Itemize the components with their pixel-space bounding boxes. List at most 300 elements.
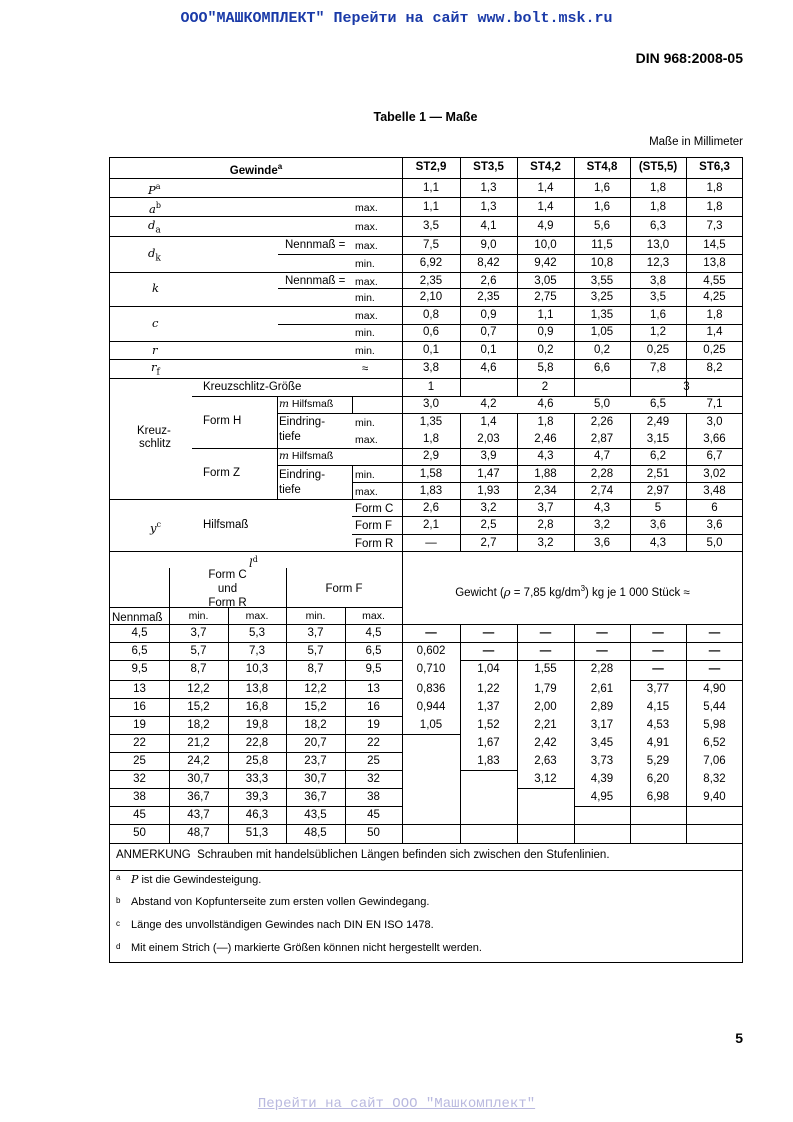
cell-P: 1,4 <box>537 182 554 194</box>
cell-f-max: 50 <box>367 827 380 839</box>
subscript: f <box>156 367 160 378</box>
anmerkung-label: ANMERKUNG <box>116 849 191 861</box>
grid-line <box>110 870 743 871</box>
hilfsmass-text: Hilfsmaß <box>288 450 334 462</box>
cell-h_t_max: 2,87 <box>590 433 614 445</box>
cell-weight: 3,77 <box>646 683 670 695</box>
grid-line <box>278 413 743 414</box>
cell-dk_max: 14,5 <box>703 239 726 251</box>
cell-f-max: 9,5 <box>365 663 382 675</box>
cell-rf: 3,8 <box>423 362 439 374</box>
grid-line <box>110 378 743 379</box>
cell-weight: — <box>425 627 437 639</box>
grid-line <box>352 396 353 413</box>
label-min: min. <box>355 292 375 304</box>
label-kreuzschlitz: Kreuz- <box>137 425 171 437</box>
grid-line <box>110 788 402 789</box>
label-min: min. <box>355 258 375 270</box>
cell-f-min: 5,7 <box>307 645 324 657</box>
cell-da: 6,3 <box>650 220 666 232</box>
cell-y_c: 2,6 <box>423 502 439 514</box>
cell-f-max: 19 <box>367 719 380 731</box>
cell-h_t_max: 3,66 <box>703 433 726 445</box>
cell-k_min: 4,25 <box>703 291 726 303</box>
grid-line <box>110 624 743 625</box>
grid-line <box>110 178 743 179</box>
footnote-mark: b <box>116 896 121 905</box>
cell-dk_max: 10,0 <box>534 239 557 251</box>
cell-a: 1,4 <box>537 201 554 213</box>
cell-y_r: 2,7 <box>480 537 497 549</box>
cell-c-max: 5,3 <box>249 627 265 639</box>
cell-rf: 5,8 <box>537 362 554 374</box>
label-max: max. <box>355 240 378 252</box>
cell-rf: 4,6 <box>480 362 497 374</box>
grid-line <box>402 734 460 735</box>
cell-f-min: 43,5 <box>304 809 327 821</box>
cell-weight: — <box>596 645 608 657</box>
cell-a: 1,1 <box>423 201 439 213</box>
cell-dk_min: 8,42 <box>477 257 500 269</box>
label-eindringtiefe: Eindring- <box>279 469 326 481</box>
cell-h_m: 4,2 <box>480 398 497 410</box>
label-form-r: Form R <box>355 538 394 550</box>
cell-weight: 2,00 <box>534 701 557 713</box>
cell-z_t_min: 2,51 <box>646 468 670 480</box>
cell-r_min: 0,25 <box>646 344 670 356</box>
cell-da: 3,5 <box>423 220 439 232</box>
cell-weight: 0,944 <box>416 701 446 713</box>
cell-r_min: 0,1 <box>480 344 497 356</box>
cell-dk_min: 10,8 <box>590 257 614 269</box>
cell-h_t_min: 1,35 <box>419 416 443 428</box>
cell-h_m: 6,5 <box>650 398 666 410</box>
cell-h_m: 7,1 <box>706 398 723 410</box>
cell-weight: 1,79 <box>534 683 557 695</box>
cell-a: 1,8 <box>650 201 666 213</box>
label-kreuzschlitz-groesse: Kreuzschlitz-Größe <box>203 381 302 393</box>
cell-h_t_max: 1,8 <box>423 433 439 445</box>
label-eindringtiefe: tiefe <box>279 431 301 443</box>
cell-P: 1,6 <box>594 182 610 194</box>
cell-c_min: 0,9 <box>537 326 554 338</box>
grid-line <box>110 272 743 273</box>
cell-h_t_min: 2,49 <box>646 416 670 428</box>
cell-weight: 4,91 <box>646 737 670 749</box>
symbol-P: $P^a$ <box>148 182 161 197</box>
footnote-mark: a <box>277 162 283 171</box>
cell-dk_min: 6,92 <box>419 257 443 269</box>
grid-line <box>110 716 402 717</box>
cell-P: 1,3 <box>480 182 497 194</box>
cell-weight: 5,29 <box>646 755 670 767</box>
cell-z_t_min: 1,58 <box>419 468 443 480</box>
footnote-text: ist die Gewindesteigung. <box>138 874 262 886</box>
cell-y_f: 3,2 <box>594 519 610 531</box>
cell-c-min: 18,2 <box>187 719 210 731</box>
grid-line <box>352 482 743 483</box>
cell-k_max: 3,8 <box>650 275 666 287</box>
cell-z_m: 4,7 <box>594 450 610 462</box>
cell-f-max: 13 <box>367 683 380 695</box>
grid-line <box>517 788 574 789</box>
cell-y_r: 3,2 <box>537 537 554 549</box>
cell-k_min: 3,25 <box>590 291 614 303</box>
size-header: (ST5,5) <box>638 161 678 173</box>
symbol-d: $d_k$ <box>148 246 161 264</box>
grid-line <box>110 499 743 500</box>
footnote-mark: d <box>252 555 258 564</box>
cell-weight: 9,40 <box>703 791 726 803</box>
size-header: ST3,5 <box>473 161 504 173</box>
cell-f-max: 4,5 <box>365 627 382 639</box>
cell-c-max: 51,3 <box>245 827 269 839</box>
cell-y_f: 3,6 <box>650 519 666 531</box>
cell-f-min: 30,7 <box>304 773 327 785</box>
label-eindringtiefe: tiefe <box>279 484 301 496</box>
label-form-c: Form C <box>355 503 394 515</box>
cell-f-min: 15,2 <box>304 701 327 713</box>
weight-header-part: = 7,85 kg/dm <box>510 586 581 599</box>
cell-c-min: 3,7 <box>190 627 207 639</box>
cell-c-min: 12,2 <box>187 683 210 695</box>
label-form-c-und-r: und <box>217 583 238 595</box>
grid-line <box>110 824 743 825</box>
cell-k_max: 3,55 <box>590 275 614 287</box>
cell-h_t_max: 2,03 <box>477 433 500 445</box>
document-id: DIN 968:2008-05 <box>635 50 743 66</box>
cell-c_max: 0,9 <box>480 309 497 321</box>
footnote-symbol: P <box>131 873 139 886</box>
cell-f-min: 8,7 <box>307 663 324 675</box>
cell-weight: — <box>652 663 664 675</box>
footer-link[interactable]: Перейти на сайт ООО "Машкомплект" <box>257 1096 536 1112</box>
cell-z_m: 6,2 <box>650 450 666 462</box>
grid-line <box>278 254 743 255</box>
cell-nennmass: 19 <box>133 719 146 731</box>
cell-weight: 1,05 <box>419 719 443 731</box>
cell-c-min: 36,7 <box>187 791 210 803</box>
symbol-y: $y^c$ <box>150 520 161 535</box>
cell-weight: 3,45 <box>590 737 614 749</box>
site-banner[interactable]: ООО"МАШКОМПЛЕКТ" Перейти на сайт www.bolt.msk.ru <box>180 10 613 27</box>
cell-h_m: 4,6 <box>537 398 554 410</box>
grid-line <box>460 770 517 771</box>
cell-weight: 1,37 <box>477 701 500 713</box>
cell-da: 4,1 <box>480 220 497 232</box>
cell-weight: — <box>482 627 495 639</box>
cell-y_f: 2,5 <box>480 519 497 531</box>
symbol-r: r <box>152 343 158 357</box>
label-max: max. <box>355 434 378 446</box>
cell-weight: 3,12 <box>534 773 557 785</box>
cell-dk_min: 9,42 <box>534 257 557 269</box>
cell-c-min: 5,7 <box>190 645 207 657</box>
cell-z_t_min: 3,02 <box>703 468 726 480</box>
cell-h_t_min: 3,0 <box>706 416 723 428</box>
cell-f-max: 32 <box>367 773 380 785</box>
cell-c-max: 19,8 <box>245 719 269 731</box>
symbol-a: $a^b$ <box>149 201 161 216</box>
footnote <box>131 919 434 932</box>
footnote <box>131 942 482 955</box>
cell-weight: 2,28 <box>590 663 614 675</box>
cell-k_min: 3,5 <box>650 291 666 303</box>
cell-z_t_max: 2,34 <box>534 485 557 497</box>
grid-line <box>110 197 743 198</box>
header-gewinde <box>110 160 402 178</box>
cell-weight: — <box>708 627 721 639</box>
cell-z_t_min: 1,88 <box>534 468 557 480</box>
label-max: max. <box>362 610 385 622</box>
cell-h_t_max: 3,15 <box>646 433 670 445</box>
cell-rf: 7,8 <box>650 362 666 374</box>
cell-c_min: 1,2 <box>650 326 666 338</box>
header-gewinde-text: Gewinde <box>229 164 278 177</box>
cell-z_t_min: 2,28 <box>590 468 614 480</box>
cell-weight: — <box>652 645 664 657</box>
cell-z_m: 3,9 <box>480 450 497 462</box>
weight-header-part: ρ <box>503 584 511 599</box>
cell-y_c: 3,2 <box>480 502 497 514</box>
label-nennmass: Nennmaß = <box>285 239 346 251</box>
cell-c_min: 1,4 <box>706 326 723 338</box>
label-form-f: Form F <box>325 583 363 595</box>
cell-weight: 4,90 <box>703 683 726 695</box>
cell-weight: 1,55 <box>534 663 557 675</box>
grid-line <box>110 236 743 237</box>
grid-line <box>110 698 402 699</box>
cell-weight: 6,52 <box>703 737 726 749</box>
label-form-z: Form Z <box>203 467 241 479</box>
units-note: Maße in Millimeter <box>649 136 743 148</box>
size-header: ST6,3 <box>699 161 730 173</box>
symbol-d: $d_a$ <box>148 218 161 236</box>
cell-c_max: 1,6 <box>650 309 666 321</box>
footnote <box>131 896 429 909</box>
label-max: max. <box>355 310 378 322</box>
label-nennmass: Nennmaß = <box>285 275 346 287</box>
grid-line <box>110 680 402 681</box>
cell-y_f: 2,1 <box>423 519 439 531</box>
label-approx: ≈ <box>362 363 369 375</box>
footnote-text: Länge des unvollständigen Gewindes nach DIN EN ISO 1478. <box>131 919 434 931</box>
label-max: max. <box>355 486 378 498</box>
label-form-c-und-r: Form R <box>208 597 247 609</box>
size-header: ST4,2 <box>530 161 561 173</box>
cell-f-min: 48,5 <box>304 827 327 839</box>
cell-weight: 8,32 <box>703 773 726 785</box>
cell-weight: 1,83 <box>477 755 500 767</box>
label-nennmass: Nennmaß <box>112 612 163 624</box>
symbol-c: c <box>152 316 159 330</box>
cell-c-min: 8,7 <box>190 663 207 675</box>
cell-c-max: 39,3 <box>245 791 269 803</box>
footnote-mark: d <box>116 942 121 951</box>
cell-c-min: 43,7 <box>187 809 210 821</box>
cell-z_t_max: 1,93 <box>477 485 500 497</box>
label-min: min. <box>355 345 375 357</box>
cell-P: 1,8 <box>706 182 723 194</box>
cell-h_t_min: 1,8 <box>537 416 554 428</box>
cell-h_t_min: 2,26 <box>590 416 614 428</box>
cell-f-max: 38 <box>367 791 380 803</box>
cell-nennmass: 22 <box>133 737 146 749</box>
cell-k_max: 4,55 <box>703 275 726 287</box>
label-min: min. <box>188 610 209 622</box>
cell-dk_max: 9,0 <box>480 239 497 251</box>
grid-line <box>574 806 743 807</box>
cell-weight: 1,22 <box>477 683 500 695</box>
cell-c-max: 25,8 <box>245 755 269 767</box>
cell-weight: 2,21 <box>534 719 557 731</box>
cell-ks: 1 <box>427 381 435 393</box>
subscript: k <box>155 253 161 264</box>
weight-header-part: 3 <box>580 584 586 593</box>
cell-f-max: 22 <box>367 737 380 749</box>
cell-da: 7,3 <box>706 220 723 232</box>
cell-nennmass: 25 <box>133 755 146 767</box>
cell-c-max: 22,8 <box>245 737 269 749</box>
footnote-mark: b <box>155 201 161 210</box>
cell-nennmass: 9,5 <box>131 663 148 675</box>
cell-f-min: 36,7 <box>304 791 327 803</box>
cell-weight: 4,53 <box>646 719 670 731</box>
cell-weight: — <box>708 663 721 675</box>
footnote-text: Mit einem Strich (—) markierte Größen können nicht hergestellt werden. <box>131 942 482 954</box>
cell-h_t_min: 1,4 <box>480 416 497 428</box>
cell-y_f: 2,8 <box>537 519 554 531</box>
cell-nennmass: 13 <box>133 683 146 695</box>
cell-f-max: 45 <box>367 809 380 821</box>
label-m-hilfsmass <box>279 398 333 411</box>
cell-weight: — <box>708 645 721 657</box>
cell-dk_max: 11,5 <box>591 239 613 251</box>
cell-weight: 3,17 <box>590 719 614 731</box>
cell-a: 1,6 <box>594 201 610 213</box>
footnote-mark: c <box>116 919 120 928</box>
cell-c-max: 46,3 <box>245 809 269 821</box>
grid-line <box>460 660 743 661</box>
cell-y_c: 4,3 <box>594 502 610 514</box>
cell-r_min: 0,25 <box>703 344 726 356</box>
symbol-k: k <box>152 281 159 295</box>
cell-nennmass: 6,5 <box>131 645 148 657</box>
cell-weight: 4,39 <box>590 773 614 785</box>
page-number: 5 <box>735 1030 743 1046</box>
label-max: max. <box>245 610 269 622</box>
cell-nennmass: 45 <box>133 809 146 821</box>
cell-weight: 0,602 <box>416 645 446 657</box>
cell-f-min: 18,2 <box>304 719 327 731</box>
symbol-rf: $r_f$ <box>151 360 160 378</box>
grid-line <box>110 359 743 360</box>
cell-weight: 3,73 <box>590 755 614 767</box>
cell-z_t_max: 2,74 <box>590 485 614 497</box>
table-title: Tabelle 1 — Maße <box>373 110 478 124</box>
cell-weight: 7,06 <box>703 755 726 767</box>
hilfsmass-text: Hilfsmaß <box>288 398 334 410</box>
cell-z_t_max: 3,48 <box>703 485 726 497</box>
cell-c-max: 33,3 <box>245 773 269 785</box>
cell-y_r: 3,6 <box>594 537 610 549</box>
cell-c-max: 16,8 <box>245 701 269 713</box>
grid-line <box>402 642 743 643</box>
anmerkung <box>116 848 610 862</box>
cell-weight: — <box>482 645 495 657</box>
label-min: min. <box>355 417 375 429</box>
cell-r_min: 0,2 <box>594 344 610 356</box>
cell-f-min: 3,7 <box>307 627 324 639</box>
cell-c-min: 15,2 <box>187 701 210 713</box>
cell-da: 4,9 <box>537 220 554 232</box>
cell-y_r: 4,3 <box>650 537 666 549</box>
label-min: min. <box>355 327 375 339</box>
grid-line <box>352 516 743 517</box>
cell-c_min: 1,05 <box>590 326 614 338</box>
grid-line <box>110 341 743 342</box>
grid-line <box>352 534 743 535</box>
grid-line <box>110 660 402 661</box>
cell-c_max: 0,8 <box>423 309 439 321</box>
cell-weight: — <box>652 627 664 639</box>
cell-y_c: 3,7 <box>537 502 554 514</box>
cell-f-min: 20,7 <box>304 737 327 749</box>
weight-header-part: ) kg je 1 000 Stück ≈ <box>585 586 690 599</box>
cell-z_t_max: 1,83 <box>419 485 443 497</box>
footnote-mark: a <box>155 182 161 191</box>
cell-k_max: 2,35 <box>419 275 443 287</box>
cell-ks: 2 <box>541 381 549 393</box>
weight-header <box>402 582 743 600</box>
cell-z_m: 6,7 <box>706 450 723 462</box>
label-min: min. <box>305 610 326 622</box>
cell-f-max: 6,5 <box>365 645 382 657</box>
cell-z_m: 4,3 <box>537 450 554 462</box>
grid-line <box>110 770 402 771</box>
cell-weight: — <box>539 645 552 657</box>
cell-nennmass: 4,5 <box>131 627 148 639</box>
grid-line <box>630 680 743 681</box>
label-max: max. <box>355 202 378 214</box>
cell-c-max: 7,3 <box>249 645 265 657</box>
cell-c-max: 13,8 <box>245 683 269 695</box>
cell-c_min: 0,6 <box>423 326 439 338</box>
label-min: min. <box>355 469 375 481</box>
cell-y_r: — <box>425 537 437 549</box>
cell-weight: 4,15 <box>646 701 670 713</box>
cell-k_min: 2,10 <box>419 291 443 303</box>
cell-y_f: 3,6 <box>706 519 723 531</box>
cell-weight: 2,42 <box>534 737 557 749</box>
cell-weight: 2,63 <box>534 755 557 767</box>
cell-weight: 1,52 <box>477 719 500 731</box>
size-header: ST4,8 <box>586 161 618 173</box>
label-form-c-und-r: Form C <box>208 569 247 581</box>
grid-line <box>110 551 743 552</box>
cell-da: 5,6 <box>594 220 610 232</box>
cell-c-max: 10,3 <box>245 663 269 675</box>
cell-weight: — <box>539 627 552 639</box>
label-kreuzschlitz: schlitz <box>139 438 171 450</box>
cell-c_min: 0,7 <box>480 326 497 338</box>
cell-h_t_max: 2,46 <box>534 433 557 445</box>
cell-y_r: 5,0 <box>706 537 723 549</box>
footnote-mark: c <box>156 520 161 529</box>
cell-rf: 6,6 <box>594 362 610 374</box>
cell-dk_max: 13,0 <box>646 239 670 251</box>
cell-weight: 5,44 <box>703 701 726 713</box>
